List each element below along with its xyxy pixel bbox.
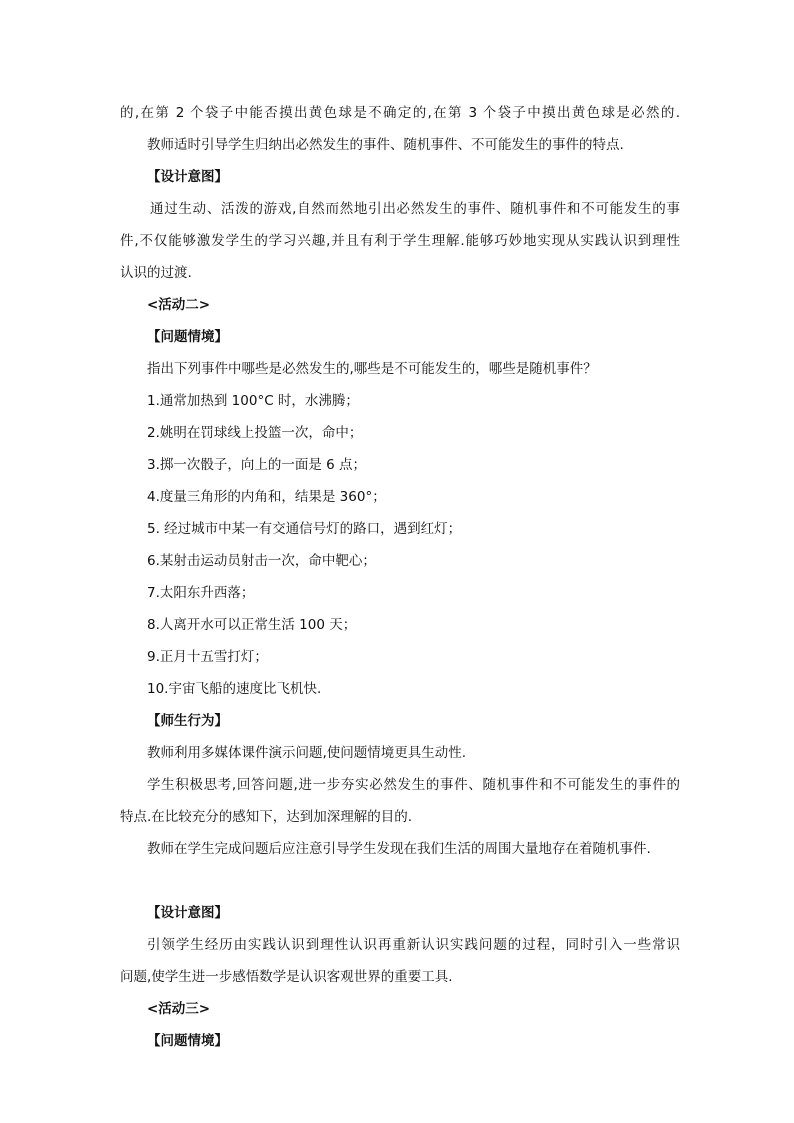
paragraph-line: 认识的过渡. xyxy=(120,265,192,281)
paragraph-line: 教师在学生完成问题后应注意引导学生发现在我们生活的周围大量地存在着随机事件. xyxy=(147,841,651,857)
paragraph-line: 件,不仅能够激发学生的学习兴趣,并且有利于学生理解.能够巧妙地实现从实践认识到理性 xyxy=(120,233,680,249)
section-heading-design-intent: 【设计意图】 xyxy=(147,169,228,185)
list-item: 10.宇宙飞船的速度比飞机快. xyxy=(147,681,322,697)
list-item: 9.正月十五雪打灯； xyxy=(147,649,268,665)
list-item: 1.通常加热到 100°C 时，水沸腾； xyxy=(147,393,359,409)
paragraph-line: 通过生动、活泼的游戏,自然而然地引出必然发生的事件、随机事件和不可能发生的事 xyxy=(150,201,680,217)
list-item: 4.度量三角形的内角和，结果是 360°； xyxy=(147,489,386,505)
paragraph-line: 指出下列事件中哪些是必然发生的,哪些是不可能发生的，哪些是随机事件？ xyxy=(147,361,597,377)
section-heading-problem-situation: 【问题情境】 xyxy=(147,1033,228,1049)
paragraph-line: 教师适时引导学生归纳出必然发生的事件、随机事件、不可能发生的事件的特点. xyxy=(147,137,624,153)
list-item: 8.人离开水可以正常生活 100 天； xyxy=(147,617,357,633)
list-item: 3.掷一次骰子，向上的一面是 6 点； xyxy=(147,457,367,473)
list-item: 6.某射击运动员射击一次，命中靶心； xyxy=(147,553,376,569)
paragraph-line: 问题,使学生进一步感悟数学是认识客观世界的重要工具. xyxy=(120,969,453,985)
activity-heading-2: <活动二> xyxy=(147,297,211,313)
list-item: 2.姚明在罚球线上投篮一次，命中； xyxy=(147,425,363,441)
section-heading-teacher-student-behavior: 【师生行为】 xyxy=(147,713,228,729)
paragraph-line: 引领学生经历由实践认识到理性认识再重新认识实践问题的过程，同时引入一些常识 xyxy=(147,937,680,953)
activity-heading-3: <活动三> xyxy=(147,1001,211,1017)
list-item: 5. 经过城市中某一有交通信号灯的路口，遇到红灯； xyxy=(147,521,462,537)
paragraph-line: 学生积极思考,回答问题,进一步夯实必然发生的事件、随机事件和不可能发生的事件的 xyxy=(147,777,680,793)
section-heading-design-intent: 【设计意图】 xyxy=(147,905,228,921)
paragraph-line: 特点.在比较充分的感知下，达到加深理解的目的. xyxy=(120,809,413,825)
list-item: 7.太阳东升西落； xyxy=(147,585,255,601)
paragraph-line: 的,在第 2 个袋子中能否摸出黄色球是不确定的,在第 3 个袋子中摸出黄色球是必然的. xyxy=(120,105,680,121)
paragraph-line: 教师利用多媒体课件演示问题,使问题情境更具生动性. xyxy=(147,745,467,761)
section-heading-problem-situation: 【问题情境】 xyxy=(147,329,228,345)
